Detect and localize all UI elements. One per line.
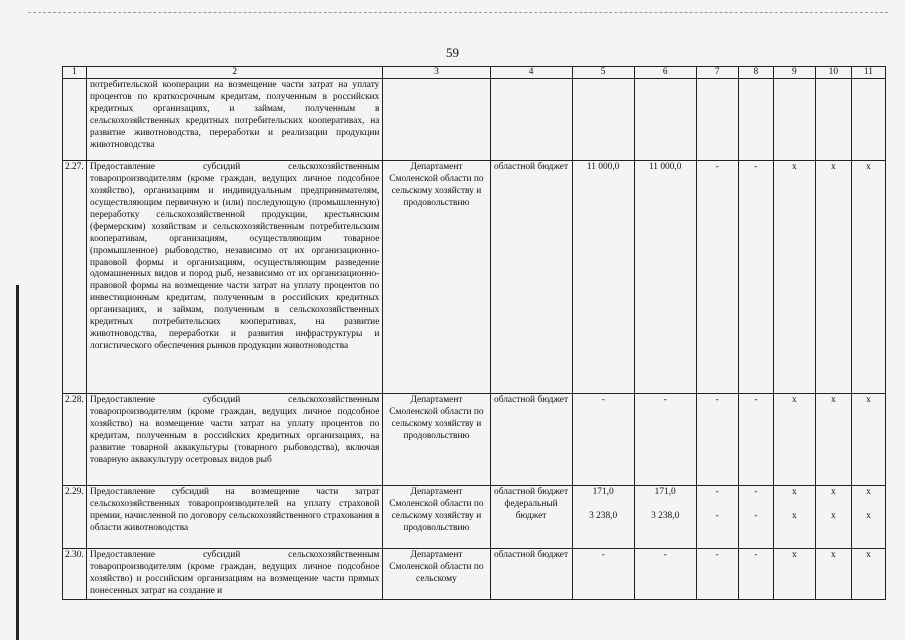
value-federal: х [791,511,797,521]
program-table [62,66,886,600]
row-col-10: х [815,161,851,394]
row-funding-source: областной бюджет [490,161,572,394]
value-federal: 3 238,0 [589,511,618,521]
col-header-1: 1 [63,67,87,79]
row-description: Предоставление субсидий сельскохозяйственным товаропроизводителям (кроме граждан, ведущих личное подсобное хозяйство) на возмещение части затрат на уплату процентов по кредитам, полученным в российских кредитных организациях, на развитие товарной аквакультуры (товарного рыбоводства), включая товарную аквакультуру осетровых видов рыб [87,394,383,486]
value-regional: х [831,487,836,497]
table-row-2-29 [63,486,886,549]
row-col-10: х [815,549,851,600]
row-col-5 [572,79,634,161]
row-col-6: 11 000,0 [634,161,696,394]
row-col-8 [738,486,773,549]
row-col-7 [696,79,738,161]
table-row-2-27 [63,161,886,394]
col-header-2: 2 [87,67,383,79]
value-gap [638,499,693,511]
row-funding-source: областной бюджет [490,394,572,486]
row-col-5: - [572,394,634,486]
row-col-7 [696,486,738,549]
row-col-10: х [815,394,851,486]
col-header-8: 8 [738,67,773,79]
col-header-10: 10 [815,67,851,79]
value-regional: 171,0 [654,487,676,497]
row-number: 2.28. [63,394,87,486]
row-funding-source [490,486,572,549]
row-col-6 [634,486,696,549]
value-gap [855,499,882,511]
row-description: потребительской кооперации на возмещение части затрат на уплату процентов по краткосрочным кредитам, полученным в российских кредитных организациях, и займам, полученным в сельскохозяйственных кредитных потребительских кооперативах, на развитие животноводства, переработки и реализации продукции животноводства [87,79,383,161]
col-header-6: 6 [634,67,696,79]
row-executor: Департамент Смоленской области по сельскому [383,549,490,600]
value-federal: 3 238,0 [651,511,680,521]
row-col-6 [634,79,696,161]
row-col-9: х [773,549,815,600]
value-regional: х [866,487,871,497]
row-col-10 [815,79,851,161]
value-regional: 171,0 [592,487,614,497]
row-number: 2.29. [63,486,87,549]
value-federal: - [754,511,758,521]
row-funding-source: областной бюджет [490,549,572,600]
row-col-8: - [738,394,773,486]
row-executor [383,79,490,161]
value-gap [576,499,631,511]
value-regional: - [715,487,719,497]
scan-top-edge [28,12,888,13]
row-description: Предоставление субсидий сельскохозяйственным товаропроизводителям (кроме граждан, ведущих личное подсобное хозяйство) и российским организациям на возмещение части прямых понесенных затрат на создание и [87,549,383,600]
scan-binding-edge [16,285,19,640]
value-gap [819,499,848,511]
row-description: Предоставление субсидий на возмещение части затрат сельскохозяйственных товаропроизводителей на уплату страховой премии, начисленной по договору сельскохозяйственного страхования в области животноводства [87,486,383,549]
row-number: 2.30. [63,549,87,600]
row-col-5: 11 000,0 [572,161,634,394]
row-col-7: - [696,394,738,486]
row-number [63,79,87,161]
row-executor: Департамент Смоленской области по сельскому хозяйству и продовольствию [383,394,490,486]
row-col-8: - [738,549,773,600]
row-col-5: - [572,549,634,600]
value-regional: - [754,487,758,497]
col-header-4: 4 [490,67,572,79]
table-row-2-28 [63,394,886,486]
row-col-8 [738,79,773,161]
row-col-5 [572,486,634,549]
table-row-2-30 [63,549,886,600]
row-col-9: х [773,394,815,486]
col-header-9: 9 [773,67,815,79]
row-col-11 [851,79,885,161]
row-col-9 [773,486,815,549]
funding-source-regional: областной бюджет [494,487,569,497]
row-description: Предоставление субсидий сельскохозяйственным товаропроизводителям (кроме граждан, ведущих личное подсобное хозяйство), организациям и индивидуальным предпринимателям, осуществляющим первичную и (или) последующую (промышленную) переработку сельскохозяйственной продукции, крестьянским (фермерским) хозяйствам и сельскохозяйственным потребительским кооперативам, организациям, осуществляющим товарное (промышленное) рыбоводство, независимо от их организационно-правовой формы и организациям, осуществляющим разведение одомашненных видов и пород рыб, независимо от их организационно-правовой формы на возмещение части затрат на уплату процентов по инвестиционным кредитам, полученным в российских кредитных организациях, и займам, полученным в сельскохозяйственных кредитных потребительских кооперативах, на развитие животноводства, переработки и развития инфраструктуры и логистического обеспечения рынков продукции животноводства [87,161,383,394]
row-col-6: - [634,549,696,600]
col-header-3: 3 [383,67,490,79]
value-federal: - [715,511,719,521]
page-number: 59 [446,45,459,60]
row-number: 2.27. [63,161,87,394]
value-gap [742,499,770,511]
col-header-11: 11 [851,67,885,79]
row-col-7: - [696,549,738,600]
value-gap [700,499,735,511]
col-header-5: 5 [572,67,634,79]
value-regional: х [791,487,797,497]
row-col-10 [815,486,851,549]
row-col-7: - [696,161,738,394]
row-col-9: х [773,161,815,394]
row-funding-source [490,79,572,161]
column-number-row [63,67,886,79]
row-col-11: х [851,161,885,394]
row-col-11 [851,486,885,549]
row-col-11: х [851,394,885,486]
value-federal: х [866,511,871,521]
row-col-9 [773,79,815,161]
value-gap [777,499,812,511]
row-col-11: х [851,549,885,600]
table-row-continuation [63,79,886,161]
value-federal: х [831,511,836,521]
row-executor: Департамент Смоленской области по сельскому хозяйству и продовольствию [383,486,490,549]
funding-source-federal: федеральный бюджет [504,498,558,521]
row-executor: Департамент Смоленской области по сельскому хозяйству и продовольствию [383,161,490,394]
col-header-7: 7 [696,67,738,79]
row-col-6: - [634,394,696,486]
row-col-8: - [738,161,773,394]
